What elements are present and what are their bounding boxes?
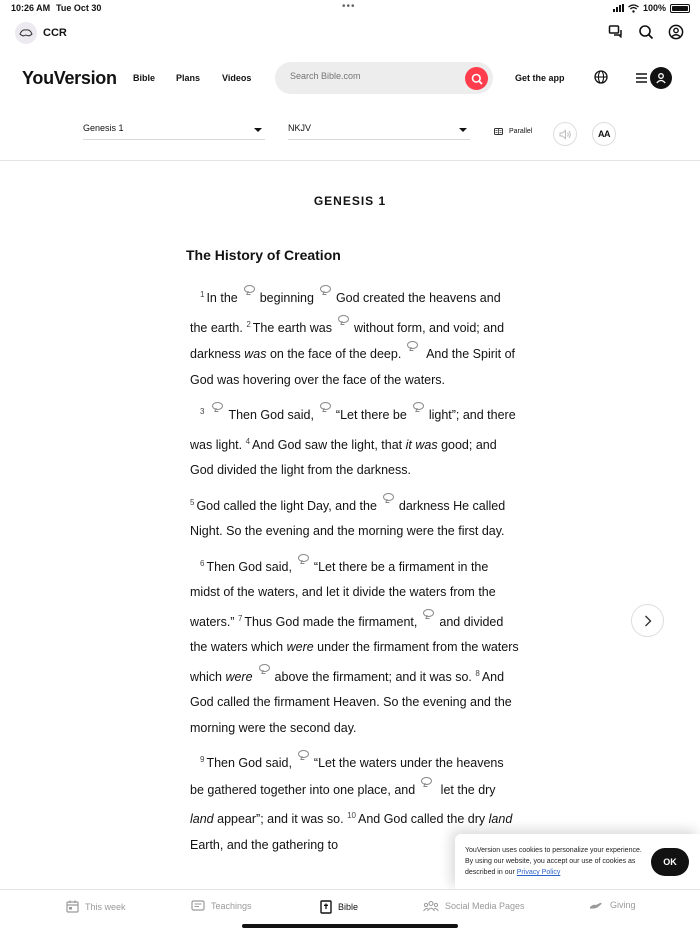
verse-number: 3 [200,407,205,416]
book-chapter-value: Genesis 1 [83,123,124,133]
paragraph [190,551,520,742]
verse-number: 1 [200,290,205,299]
cookie-ok-button[interactable]: OK [651,848,689,876]
hamburger-icon [636,73,647,83]
multitask-dots-icon[interactable]: ••• [342,1,356,12]
people-icon [423,900,439,912]
verse-text[interactable]: Then God said, [228,408,314,422]
footnote-icon[interactable] [294,750,312,762]
verse-text[interactable]: and divided the waters which [190,614,504,654]
bible-icon [320,900,332,914]
verse-italic[interactable]: were [225,669,253,684]
tab-bible[interactable] [320,900,358,914]
footnote-icon[interactable] [419,609,437,621]
verse-text[interactable]: let the dry [440,782,496,797]
tab-label: Teachings [211,900,252,911]
audio-button[interactable] [553,122,577,146]
footnote-icon[interactable] [240,285,258,297]
footnote-icon[interactable] [316,402,334,414]
footnote-icon[interactable] [294,554,312,566]
cookie-message: YouVersion uses cookies to personalize your experience. By using our website, you accept our use of cookies as described in our [465,847,642,876]
status-date: Tue Oct 30 [56,3,102,13]
cookie-text [465,845,645,878]
verse-text[interactable]: Earth, and the gathering to [190,837,339,852]
wifi-icon [628,4,639,13]
verse-text[interactable]: And God called the firmament Heaven. So the evening and the morning were the second day. [190,669,512,735]
version-select[interactable] [288,120,470,140]
book-chapter-select[interactable] [83,120,265,140]
youversion-nav [0,60,700,96]
footnote-icon[interactable] [417,777,435,789]
verse-italic[interactable]: was [244,347,267,361]
verse-text[interactable]: “Let there be a firmament in the midst of the waters, and let it divide the waters from the waters.” [190,559,496,629]
verse-number: 5 [190,497,195,507]
nav-link-plans[interactable]: Plans [176,73,201,83]
calendar-icon [66,900,79,913]
status-indicators [613,3,690,13]
parallel-icon [494,128,503,135]
footnote-icon[interactable] [334,315,352,327]
search-icon [471,73,483,85]
church-logo-icon[interactable] [15,22,37,44]
verse-text[interactable]: And the Spirit of God was hovering over the face of the waters. [190,347,516,387]
status-bar [0,0,700,18]
header-actions [608,24,684,40]
verse-text[interactable]: And God saw the light, that [252,437,403,452]
search-input[interactable] [290,71,450,81]
signal-icon [613,4,624,12]
footnote-icon[interactable] [316,285,334,297]
verse-italic[interactable]: land [190,812,214,826]
profile-icon[interactable] [668,24,684,40]
verse-text[interactable]: And God called the dry [357,812,486,826]
footnote-icon[interactable] [403,341,421,353]
verse-text[interactable]: “Let there be [335,408,407,422]
verse-number: 7 [237,613,243,623]
verse-text[interactable]: Thus God made the firmament, [244,614,418,629]
paragraph [190,282,520,393]
tab-label: This week [85,901,126,912]
nav-link-videos[interactable]: Videos [222,73,252,83]
verse-text[interactable]: darkness He called Night. So the evening and the morning were the first day. [190,498,506,538]
youversion-logo[interactable]: YouVersion [22,68,117,88]
battery-icon [670,4,690,13]
verse-text[interactable]: “Let the waters under the heavens be gathered together into one place, and [190,756,504,797]
verse-text[interactable]: In the [206,291,238,305]
status-time: 10:26 AM [11,3,51,13]
tab-label: Bible [338,902,359,912]
verse-number: 2 [246,319,251,329]
passage-text [190,282,520,858]
verse-number: 10 [347,811,356,820]
user-icon [655,72,667,84]
verse-text[interactable]: light”; and there was light. [190,408,516,452]
verse-text[interactable]: without form, and void; and darkness [190,320,505,361]
footnote-icon[interactable] [208,402,226,414]
next-chapter-button[interactable] [631,604,664,637]
message-icon [191,900,205,911]
verse-text[interactable]: above the firmament; and it was so. [274,669,472,684]
reader-toolbar [0,115,700,161]
chevron-right-icon [644,615,652,627]
church-name: CCR [43,27,67,39]
verse-text[interactable]: beginning [259,291,314,305]
tab-giving[interactable] [589,900,636,910]
cookie-banner [455,834,700,890]
verse-text[interactable]: appear”; and it was so. [217,812,344,826]
verse-italic[interactable]: it was [405,437,438,452]
home-indicator [242,924,458,928]
section-heading: The History of Creation [186,247,341,263]
search-icon[interactable] [638,24,654,40]
privacy-policy-link[interactable]: Privacy Policy [516,869,561,876]
verse-text[interactable]: God created the heavens and the earth. [190,291,501,335]
verse-text[interactable]: under the firmament from the waters which [190,640,519,684]
font-settings-button[interactable] [592,122,616,146]
verse-text[interactable]: good; and God divided the light from the darkness. [190,437,497,477]
search-box [275,62,493,94]
caret-down-icon [254,128,262,132]
verse-number: 6 [200,558,205,568]
parallel-label: Parallel [509,128,533,135]
tab-social-media-pages[interactable] [423,900,525,912]
speaker-icon [559,129,572,140]
verse-text[interactable]: God called the light Day, and the [196,498,377,513]
version-value: NKJV [288,123,312,133]
tab-label: Social Media Pages [445,901,525,911]
paragraph [190,399,520,484]
footnote-icon[interactable] [409,402,427,414]
verse-text[interactable]: The earth was [252,320,332,335]
chapter-title: GENESIS 1 [313,194,387,208]
tab-this-week[interactable] [66,900,126,913]
globe-icon[interactable] [594,70,608,84]
verse-text[interactable]: Then God said, [206,559,292,574]
verse-number: 9 [200,755,205,764]
font-settings-label: AA [598,129,610,139]
nav-link-bible[interactable]: Bible [133,73,156,83]
get-the-app-link[interactable]: Get the app [515,73,565,83]
paragraph [190,490,520,545]
verse-text[interactable]: on the face of the deep. [269,347,402,361]
footnote-icon[interactable] [379,493,397,505]
account-menu-button[interactable] [636,67,672,89]
verse-text[interactable]: Then God said, [206,756,292,770]
chat-icon[interactable] [608,24,624,40]
verse-italic[interactable]: land [488,812,513,826]
app-header [0,20,700,48]
tab-label: Giving [610,900,636,910]
footnote-icon[interactable] [255,664,273,676]
verse-number: 4 [245,436,251,446]
tab-teachings[interactable] [191,900,252,911]
caret-down-icon [459,128,467,132]
giving-icon [589,900,604,910]
verse-number: 8 [475,668,480,678]
search-button[interactable] [465,67,488,90]
parallel-toggle[interactable] [494,128,532,135]
battery-percent: 100% [642,3,666,13]
verse-italic[interactable]: were [286,640,314,654]
avatar [650,67,672,89]
